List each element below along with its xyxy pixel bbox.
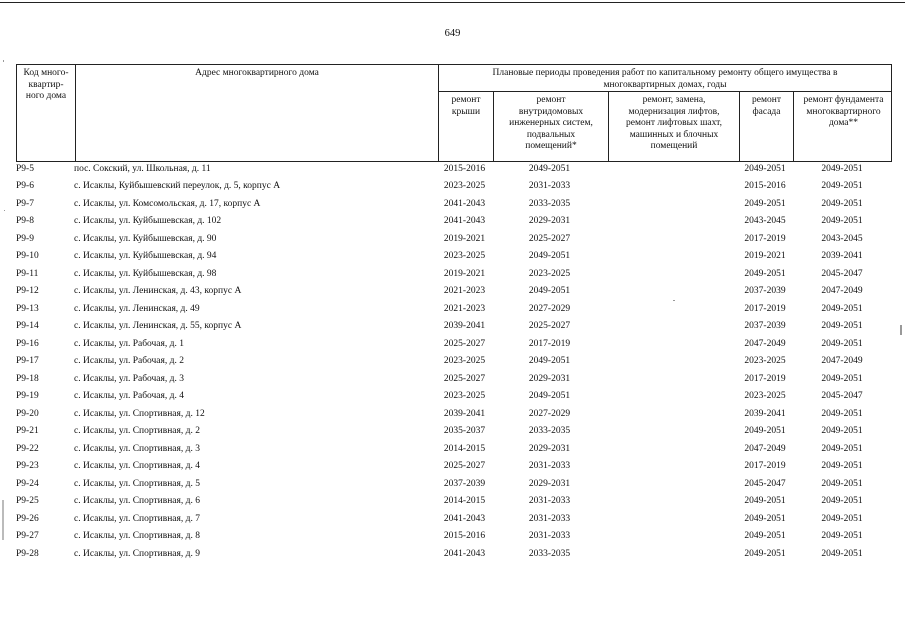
cell-code: Р9-14 [16, 321, 39, 332]
cell-lifts [607, 283, 738, 301]
cell-lifts [607, 318, 738, 336]
cell-lifts [607, 213, 738, 231]
table-header [16, 64, 892, 162]
cell-systems: 2029-2031 [528, 478, 571, 489]
table-row [16, 458, 892, 476]
cell-systems: 2049-2051 [528, 356, 571, 367]
cell-systems: 2029-2031 [528, 443, 571, 454]
cell-lifts [607, 440, 738, 458]
header-foundation: ремонт фундамента многоквартирного дома** [803, 95, 884, 129]
cell-lifts [607, 545, 738, 563]
cell-address: с. Исаклы, ул. Спортивная, д. 9 [74, 548, 200, 559]
page-number: 649 [444, 28, 461, 39]
cell-lifts [607, 160, 738, 178]
table-row [16, 300, 892, 318]
scan-speck [900, 325, 902, 335]
cell-foundation: 2043-2045 [821, 233, 863, 244]
cell-foundation: 2045-2047 [821, 391, 863, 402]
cell-address: с. Исаклы, ул. Рабочая, д. 2 [74, 356, 184, 367]
cell-roof: 2014-2015 [443, 443, 486, 454]
cell-roof: 2021-2023 [443, 286, 486, 297]
table-row [16, 178, 892, 196]
cell-systems: 2031-2033 [528, 181, 571, 192]
cell-code: Р9-7 [16, 198, 34, 209]
cell-lifts [607, 388, 738, 406]
cell-roof: 2041-2043 [443, 548, 486, 559]
table-row [16, 213, 892, 231]
cell-lifts [607, 230, 738, 248]
header-systems: ремонт внутридомовых инженерных систем, подвальных помещений* [509, 95, 593, 152]
cell-code: Р9-17 [16, 356, 39, 367]
cell-systems: 2049-2051 [528, 391, 571, 402]
cell-code: Р9-8 [16, 216, 34, 227]
table-row [16, 493, 892, 511]
cell-code: Р9-23 [16, 461, 39, 472]
cell-code: Р9-28 [16, 548, 39, 559]
cell-roof: 2025-2027 [443, 461, 486, 472]
table-row [16, 230, 892, 248]
cell-foundation: 2045-2047 [821, 268, 863, 279]
scan-speck [3, 60, 4, 62]
table-row [16, 248, 892, 266]
cell-foundation: 2039-2041 [821, 251, 863, 262]
scan-speck [673, 300, 675, 301]
table-row [16, 335, 892, 353]
table-row [16, 370, 892, 388]
table-row [16, 405, 892, 423]
cell-foundation: 2049-2051 [821, 163, 863, 174]
cell-roof: 2015-2016 [443, 531, 486, 542]
table-row [16, 265, 892, 283]
cell-roof: 2025-2027 [443, 373, 486, 384]
cell-facade: 2017-2019 [744, 373, 786, 384]
table-row [16, 388, 892, 406]
table-row [16, 440, 892, 458]
cell-systems: 2027-2029 [528, 408, 571, 419]
cell-systems: 2017-2019 [528, 338, 571, 349]
cell-foundation: 2049-2051 [821, 548, 863, 559]
cell-roof: 2019-2021 [443, 268, 486, 279]
cell-address: с. Исаклы, ул. Ленинская, д. 49 [74, 303, 200, 314]
cell-roof: 2021-2023 [443, 303, 486, 314]
header-periods: Плановые периоды проведения работ по капитальному ремонту общего имущества в многоквартирных домах, годы [492, 68, 838, 90]
cell-address: с. Исаклы, ул. Спортивная, д. 2 [74, 426, 200, 437]
cell-address: с. Исаклы, ул. Комсомольская, д. 17, корпус А [74, 198, 261, 209]
data-table [16, 160, 892, 563]
table-row [16, 353, 892, 371]
table-row [16, 545, 892, 563]
cell-code: Р9-22 [16, 443, 39, 454]
header-code: Код много- квартир- ного дома [23, 68, 69, 102]
cell-facade: 2047-2049 [744, 443, 786, 454]
cell-foundation: 2049-2051 [821, 321, 863, 332]
cell-roof: 2025-2027 [443, 338, 486, 349]
cell-systems: 2031-2033 [528, 531, 571, 542]
cell-lifts [607, 300, 738, 318]
cell-code: Р9-20 [16, 408, 39, 419]
cell-facade: 2045-2047 [744, 478, 786, 489]
cell-lifts [607, 265, 738, 283]
cell-roof: 2041-2043 [443, 216, 486, 227]
cell-lifts [607, 353, 738, 371]
cell-facade: 2049-2051 [744, 198, 786, 209]
table-row [16, 195, 892, 213]
cell-facade: 2043-2045 [744, 216, 786, 227]
cell-foundation: 2049-2051 [821, 198, 863, 209]
cell-facade: 2023-2025 [744, 391, 786, 402]
cell-address: с. Исаклы, ул. Рабочая, д. 4 [74, 391, 184, 402]
cell-code: Р9-27 [16, 531, 39, 542]
cell-systems: 2023-2025 [528, 268, 571, 279]
cell-facade: 2037-2039 [744, 286, 786, 297]
cell-roof: 2041-2043 [443, 198, 486, 209]
cell-address: с. Исаклы, ул. Рабочая, д. 1 [74, 338, 184, 349]
table-row [16, 528, 892, 546]
cell-lifts [607, 405, 738, 423]
cell-facade: 2037-2039 [744, 321, 786, 332]
cell-foundation: 2049-2051 [821, 408, 863, 419]
cell-lifts [607, 458, 738, 476]
header-address: Адрес многоквартирного дома [195, 68, 319, 78]
cell-systems: 2033-2035 [528, 548, 571, 559]
cell-code: Р9-16 [16, 338, 39, 349]
cell-systems: 2025-2027 [528, 321, 571, 332]
cell-facade: 2049-2051 [744, 513, 786, 524]
cell-lifts [607, 335, 738, 353]
cell-roof: 2019-2021 [443, 233, 486, 244]
cell-roof: 2023-2025 [443, 356, 486, 367]
cell-foundation: 2049-2051 [821, 531, 863, 542]
cell-foundation: 2049-2051 [821, 461, 863, 472]
cell-address: с. Исаклы, ул. Ленинская, д. 55, корпус А [74, 321, 242, 332]
table-body [16, 160, 892, 563]
cell-roof: 2015-2016 [443, 163, 486, 174]
scan-speck [2, 500, 4, 540]
cell-code: Р9-6 [16, 181, 34, 192]
cell-lifts [607, 510, 738, 528]
cell-facade: 2039-2041 [744, 408, 786, 419]
cell-systems: 2031-2033 [528, 461, 571, 472]
cell-lifts [607, 248, 738, 266]
cell-roof: 2014-2015 [443, 496, 486, 507]
cell-foundation: 2049-2051 [821, 216, 863, 227]
cell-code: Р9-19 [16, 391, 39, 402]
cell-address: с. Исаклы, ул. Рабочая, д. 3 [74, 373, 184, 384]
cell-facade: 2049-2051 [744, 426, 786, 437]
table-row [16, 283, 892, 301]
cell-address: с. Исаклы, ул. Ленинская, д. 43, корпус А [74, 286, 242, 297]
cell-code: Р9-12 [16, 286, 39, 297]
cell-facade: 2017-2019 [744, 303, 786, 314]
cell-roof: 2023-2025 [443, 391, 486, 402]
cell-address: с. Исаклы, ул. Куйбышевская, д. 90 [74, 233, 217, 244]
cell-systems: 2033-2035 [528, 198, 571, 209]
cell-code: Р9-5 [16, 163, 34, 174]
cell-foundation: 2049-2051 [821, 426, 863, 437]
cell-code: Р9-26 [16, 513, 39, 524]
cell-address: с. Исаклы, ул. Спортивная, д. 7 [74, 513, 200, 524]
cell-address: с. Исаклы, ул. Куйбышевская, д. 102 [74, 216, 222, 227]
cell-foundation: 2049-2051 [821, 303, 863, 314]
cell-roof: 2035-2037 [443, 426, 486, 437]
cell-code: Р9-24 [16, 478, 39, 489]
cell-foundation: 2047-2049 [821, 286, 863, 297]
cell-roof: 2039-2041 [443, 408, 486, 419]
cell-facade: 2049-2051 [744, 496, 786, 507]
cell-address: с. Исаклы, ул. Спортивная, д. 3 [74, 443, 200, 454]
cell-facade: 2049-2051 [744, 531, 786, 542]
cell-facade: 2017-2019 [744, 233, 786, 244]
cell-facade: 2049-2051 [744, 163, 786, 174]
cell-code: Р9-13 [16, 303, 39, 314]
cell-systems: 2027-2029 [528, 303, 571, 314]
cell-address: с. Исаклы, ул. Спортивная, д. 12 [74, 408, 205, 419]
cell-systems: 2031-2033 [528, 496, 571, 507]
cell-facade: 2019-2021 [744, 251, 786, 262]
cell-address: с. Исаклы, ул. Спортивная, д. 4 [74, 461, 200, 472]
cell-lifts [607, 178, 738, 196]
table-row [16, 160, 892, 178]
cell-lifts [607, 195, 738, 213]
cell-foundation: 2049-2051 [821, 478, 863, 489]
cell-lifts [607, 475, 738, 493]
cell-foundation: 2049-2051 [821, 513, 863, 524]
header-facade: ремонт фасада [752, 95, 781, 117]
cell-address: пос. Сокский, ул. Школьная, д. 11 [74, 163, 211, 174]
cell-facade: 2049-2051 [744, 548, 786, 559]
header-lifts: ремонт, замена, модернизация лифтов, ремонт лифтовых шахт, машинных и блочных помещений [626, 95, 722, 152]
table-row [16, 423, 892, 441]
cell-foundation: 2049-2051 [821, 373, 863, 384]
cell-foundation: 2049-2051 [821, 496, 863, 507]
cell-code: Р9-21 [16, 426, 39, 437]
cell-lifts [607, 423, 738, 441]
cell-facade: 2017-2019 [744, 461, 786, 472]
cell-systems: 2049-2051 [528, 251, 571, 262]
cell-address: с. Исаклы, ул. Спортивная, д. 6 [74, 496, 200, 507]
cell-systems: 2025-2027 [528, 233, 571, 244]
table-row [16, 318, 892, 336]
cell-systems: 2029-2031 [528, 373, 571, 384]
cell-roof: 2023-2025 [443, 251, 486, 262]
cell-lifts [607, 528, 738, 546]
cell-foundation: 2049-2051 [821, 443, 863, 454]
cell-foundation: 2049-2051 [821, 181, 863, 192]
cell-lifts [607, 370, 738, 388]
cell-facade: 2023-2025 [744, 356, 786, 367]
cell-code: Р9-25 [16, 496, 39, 507]
cell-facade: 2015-2016 [744, 181, 786, 192]
cell-address: с. Исаклы, Куйбышевский переулок, д. 5, корпус А [74, 181, 281, 192]
cell-roof: 2023-2025 [443, 181, 486, 192]
cell-foundation: 2047-2049 [821, 356, 863, 367]
cell-systems: 2049-2051 [528, 163, 571, 174]
scan-speck [4, 210, 5, 211]
cell-address: с. Исаклы, ул. Спортивная, д. 8 [74, 531, 200, 542]
table-row [16, 510, 892, 528]
cell-code: Р9-10 [16, 251, 39, 262]
cell-code: Р9-9 [16, 233, 34, 244]
cell-code: Р9-11 [16, 268, 39, 279]
cell-systems: 2049-2051 [528, 286, 571, 297]
cell-code: Р9-18 [16, 373, 39, 384]
header-roof: ремонт крыши [451, 95, 481, 117]
cell-systems: 2031-2033 [528, 513, 571, 524]
cell-foundation: 2049-2051 [821, 338, 863, 349]
cell-address: с. Исаклы, ул. Спортивная, д. 5 [74, 478, 200, 489]
cell-roof: 2037-2039 [443, 478, 486, 489]
cell-roof: 2041-2043 [443, 513, 486, 524]
cell-lifts [607, 493, 738, 511]
cell-facade: 2049-2051 [744, 268, 786, 279]
cell-facade: 2047-2049 [744, 338, 786, 349]
cell-roof: 2039-2041 [443, 321, 486, 332]
cell-systems: 2033-2035 [528, 426, 571, 437]
table-row [16, 475, 892, 493]
cell-systems: 2029-2031 [528, 216, 571, 227]
cell-address: с. Исаклы, ул. Куйбышевская, д. 94 [74, 251, 217, 262]
cell-address: с. Исаклы, ул. Куйбышевская, д. 98 [74, 268, 217, 279]
page-top-rule [0, 2, 905, 3]
